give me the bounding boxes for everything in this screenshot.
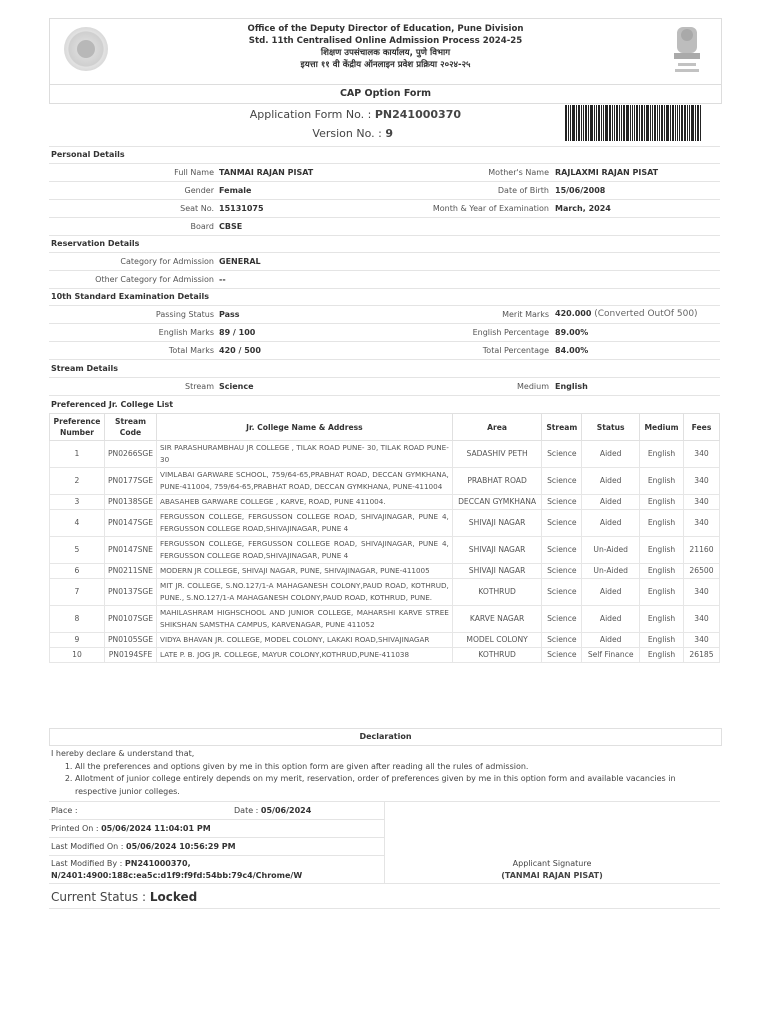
cell-area: DECCAN GYMKHANA	[452, 495, 542, 510]
cell-code: PN0177SGE	[104, 468, 156, 495]
divider	[49, 199, 720, 200]
barcode-bar	[687, 105, 688, 141]
barcode-bar	[616, 105, 618, 141]
merit-marks-number: 420.000	[555, 309, 592, 318]
mother-name-label: Mother's Name	[488, 168, 549, 177]
table-row	[50, 495, 720, 510]
barcode-bar	[636, 105, 638, 141]
col-header-area: Area	[452, 414, 542, 441]
cell-no: 8	[50, 606, 105, 633]
divider	[49, 146, 720, 147]
board-value: CBSE	[219, 222, 243, 231]
barcode-bar	[691, 105, 694, 141]
dob-value: 15/06/2008	[555, 186, 606, 195]
col-header-stream-code: Stream Code	[104, 414, 156, 441]
divider	[49, 270, 720, 271]
cell-fees: 340	[684, 606, 720, 633]
total-percentage-value: 84.00%	[555, 346, 589, 355]
cell-fees: 340	[684, 441, 720, 468]
cell-code: PN0107SGE	[104, 606, 156, 633]
cell-area: SHIVAJI NAGAR	[452, 537, 542, 564]
cell-stream: Science	[542, 648, 582, 663]
last-modified-on	[51, 842, 236, 851]
cell-fees: 340	[684, 579, 720, 606]
cell-code: PN0105SGE	[104, 633, 156, 648]
cell-stream: Science	[542, 441, 582, 468]
version-value: 9	[385, 127, 393, 140]
barcode-icon	[565, 105, 707, 141]
barcode-bar	[583, 105, 584, 141]
date-value: 05/06/2024	[260, 806, 312, 815]
preferences-body	[50, 441, 720, 663]
divider	[49, 341, 720, 342]
total-percentage-label: Total Percentage	[482, 346, 549, 355]
cell-status: Aided	[582, 579, 640, 606]
divider	[49, 217, 720, 218]
cell-medium: English	[640, 579, 684, 606]
table-row	[50, 537, 720, 564]
barcode-bar	[570, 105, 571, 141]
barcode-bar	[657, 105, 658, 141]
barcode-bar	[650, 105, 651, 141]
barcode-bar	[596, 105, 597, 141]
cell-stream: Science	[542, 468, 582, 495]
barcode-bar	[614, 105, 615, 141]
cell-name: SIR PARASHURAMBHAU JR COLLEGE , TILAK ROAD PUNE- 30, TILAK ROAD PUNE- 30	[157, 441, 453, 468]
printed-value: 05/06/2024 11:04:01 PM	[101, 824, 211, 833]
divider	[49, 819, 384, 820]
cell-code: PN0211SNE	[104, 564, 156, 579]
table-row	[50, 579, 720, 606]
barcode-bar	[664, 105, 665, 141]
barcode-bar	[679, 105, 680, 141]
section-stream-details: Stream Details	[51, 364, 119, 373]
barcode-bar	[639, 105, 640, 141]
cell-stream: Science	[542, 606, 582, 633]
barcode-bar	[601, 105, 602, 141]
exam-month-value: March, 2024	[555, 204, 611, 213]
other-category-value: --	[219, 275, 226, 284]
cell-stream: Science	[542, 495, 582, 510]
section-preferences: Preferenced Jr. College List	[51, 400, 174, 409]
printed-on	[51, 824, 211, 833]
col-header-stream: Stream	[542, 414, 582, 441]
modified-label: Last Modified On :	[51, 842, 124, 851]
date-label: Date :	[234, 806, 259, 815]
cell-code: PN0147SGE	[104, 510, 156, 537]
status-value: Locked	[149, 890, 198, 904]
cell-fees: 21160	[684, 537, 720, 564]
passing-status-label: Passing Status	[155, 310, 214, 319]
gender-value: Female	[219, 186, 252, 195]
cell-area: KOTHRUD	[452, 579, 542, 606]
table-row	[50, 510, 720, 537]
national-emblem-icon	[669, 25, 705, 75]
declaration-title: Declaration	[49, 728, 722, 746]
cell-status: Self Finance	[582, 648, 640, 663]
header-line-1: Office of the Deputy Director of Education, Pune Division	[247, 24, 524, 34]
cell-fees: 26185	[684, 648, 720, 663]
cell-no: 5	[50, 537, 105, 564]
cell-medium: English	[640, 441, 684, 468]
stream-value: Science	[219, 382, 254, 391]
header-text	[50, 23, 721, 71]
cell-medium: English	[640, 606, 684, 633]
medium-label: Medium	[517, 382, 549, 391]
cell-fees: 340	[684, 468, 720, 495]
divider	[49, 305, 720, 306]
col-header-fees: Fees	[684, 414, 720, 441]
divider	[49, 163, 720, 164]
cell-name: MIT JR. COLLEGE, S.NO.127/1-A MAHAGANESH COLONY,PAUD ROAD, KOTHRUD, PUNE., S.NO.127/1-A MAHAGANESH COLONY,PAUD ROAD, KOTHRUD, PUNE.	[157, 579, 453, 606]
modified-by-value: PN241000370,	[124, 859, 191, 868]
board-label: Board	[190, 222, 214, 231]
form-title: CAP Option Form	[49, 84, 722, 104]
table-row	[50, 633, 720, 648]
merit-marks-note: (Converted OutOf 500)	[594, 309, 698, 319]
total-marks-value: 420 / 500	[219, 346, 261, 355]
cell-status: Aided	[582, 495, 640, 510]
barcode-bar	[594, 105, 595, 141]
cell-code: PN0147SNE	[104, 537, 156, 564]
form-header	[49, 18, 722, 85]
divider	[49, 359, 720, 360]
medium-value: English	[555, 382, 588, 391]
cell-status: Aided	[582, 468, 640, 495]
version-label: Version No. :	[312, 127, 382, 140]
table-row	[50, 564, 720, 579]
cell-no: 6	[50, 564, 105, 579]
cell-no: 4	[50, 510, 105, 537]
divider	[49, 377, 720, 378]
modified-value: 05/06/2024 10:56:29 PM	[126, 842, 236, 851]
barcode-bar	[666, 105, 669, 141]
seat-no-label: Seat No.	[180, 204, 214, 213]
header-line-2: Std. 11th Centralised Online Admission Process 2024-25	[248, 36, 523, 46]
cell-medium: English	[640, 564, 684, 579]
exam-month-label: Month & Year of Examination	[432, 204, 549, 213]
full-name-value: TANMAI RAJAN PISAT	[219, 168, 314, 177]
barcode-bar	[644, 105, 645, 141]
category-label: Category for Admission	[120, 257, 214, 266]
dob-label: Date of Birth	[497, 186, 549, 195]
cell-area: SADASHIV PETH	[452, 441, 542, 468]
barcode-bar	[572, 105, 575, 141]
english-percentage-label: English Percentage	[472, 328, 549, 337]
table-row	[50, 468, 720, 495]
barcode-bar	[659, 105, 660, 141]
barcode-bar	[578, 105, 580, 141]
barcode-bar	[689, 105, 690, 141]
cell-no: 10	[50, 648, 105, 663]
barcode-bar	[670, 105, 671, 141]
cell-name: MODERN JR COLLEGE, SHIVAJI NAGAR, PUNE, SHIVAJINAGAR, PUNE-411005	[157, 564, 453, 579]
cell-code: PN0137SGE	[104, 579, 156, 606]
application-number-value: PN241000370	[374, 108, 461, 121]
cell-code: PN0194SFE	[104, 648, 156, 663]
barcode-bar	[675, 105, 676, 141]
cell-fees: 340	[684, 633, 720, 648]
cell-medium: English	[640, 495, 684, 510]
last-modified-by	[51, 858, 302, 882]
col-header-medium: Medium	[640, 414, 684, 441]
declaration-intro: I hereby declare & understand that,	[51, 749, 195, 758]
cell-status: Aided	[582, 441, 640, 468]
cell-area: KOTHRUD	[452, 648, 542, 663]
col-header-pref-no: Preference Number	[50, 414, 105, 441]
col-header-college: Jr. College Name & Address	[157, 414, 453, 441]
cell-medium: English	[640, 633, 684, 648]
modified-by-ip: N/2401:4900:188c:ea5c:d1f9:f9fd:54bb:79c4/Chrome/W	[51, 871, 303, 880]
total-marks-label: Total Marks	[168, 346, 214, 355]
barcode-bar	[609, 105, 611, 141]
cell-no: 3	[50, 495, 105, 510]
cell-fees: 340	[684, 510, 720, 537]
table-row	[50, 441, 720, 468]
section-reservation-details: Reservation Details	[51, 239, 140, 248]
cell-stream: Science	[542, 633, 582, 648]
divider	[49, 288, 720, 289]
english-marks-label: English Marks	[158, 328, 214, 337]
cell-medium: English	[640, 648, 684, 663]
cell-no: 7	[50, 579, 105, 606]
modified-by-label: Last Modified By :	[51, 859, 123, 868]
gender-label: Gender	[184, 186, 214, 195]
divider	[49, 323, 720, 324]
table-row	[50, 606, 720, 633]
current-status	[51, 890, 197, 904]
divider	[49, 908, 720, 909]
cell-status: Un-Aided	[582, 564, 640, 579]
header-line-3: शिक्षण उपसंचालक कार्यालय, पुणे विभाग	[320, 48, 451, 58]
barcode-bar	[654, 105, 656, 141]
barcode-bar	[677, 105, 678, 141]
declaration-point-2: 2. Allotment of junior college entirely depends on my merit, reservation, order of preferences given by me in this option form and available vacancies in respective junior colleges.	[75, 773, 716, 798]
barcode-bar	[684, 105, 686, 141]
cell-code: PN0138SGE	[104, 495, 156, 510]
preferences-table	[49, 413, 720, 663]
barcode-bar	[590, 105, 593, 141]
cell-name: ABASAHEB GARWARE COLLEGE , KARVE, ROAD, PUNE 411004.	[157, 495, 453, 510]
barcode-bar	[576, 105, 577, 141]
table-row	[50, 648, 720, 663]
application-number	[49, 108, 461, 121]
barcode-bar	[623, 105, 625, 141]
divider	[49, 252, 720, 253]
barcode-bar	[630, 105, 631, 141]
divider	[49, 181, 720, 182]
barcode-bar	[661, 105, 663, 141]
cell-fees: 340	[684, 495, 720, 510]
cell-no: 2	[50, 468, 105, 495]
cell-name: LATE P. B. JOG JR. COLLEGE, MAYUR COLONY,KOTHRUD,PUNE-411038	[157, 648, 453, 663]
barcode-bar	[588, 105, 589, 141]
barcode-bar	[565, 105, 567, 141]
applicant-signature-name: (TANMAI RAJAN PISAT)	[501, 871, 603, 880]
barcode-bar	[695, 105, 696, 141]
cell-name: MAHILASHRAM HIGHSCHOOL AND JUNIOR COLLEGE, MAHARSHI KARVE STREE SHIKSHAN SAMSTHA CAMPUS, KARVENAGAR, PUNE 411052	[157, 606, 453, 633]
full-name-label: Full Name	[174, 168, 214, 177]
cell-fees: 26500	[684, 564, 720, 579]
version-number	[49, 127, 393, 140]
barcode-bar	[585, 105, 587, 141]
cell-name: FERGUSSON COLLEGE, FERGUSSON COLLEGE ROAD, SHIVAJINAGAR, PUNE 4, FERGUSSON COLLEGE ROAD,SHIVAJINAGAR, PUNE 4	[157, 537, 453, 564]
english-percentage-value: 89.00%	[555, 328, 589, 337]
barcode-bar	[612, 105, 613, 141]
cell-area: KARVE NAGAR	[452, 606, 542, 633]
cell-stream: Science	[542, 564, 582, 579]
application-number-label: Application Form No. :	[249, 108, 372, 121]
table-header-row	[50, 414, 720, 441]
mother-name-value: RAJLAXMI RAJAN PISAT	[555, 168, 659, 177]
cell-name: VIMLABAI GARWARE SCHOOL, 759/64-65,PRABHAT ROAD, DECCAN GYMKHANA, PUNE-411004, 759/64-65,PRABHAT ROAD, DECCAN GYMKHANA, PUNE-411004	[157, 468, 453, 495]
english-marks-value: 89 / 100	[219, 328, 256, 337]
barcode-bar	[568, 105, 569, 141]
divider	[49, 855, 384, 856]
barcode-bar	[672, 105, 674, 141]
col-header-status: Status	[582, 414, 640, 441]
cell-area: MODEL COLONY	[452, 633, 542, 648]
cell-name: FERGUSSON COLLEGE, FERGUSSON COLLEGE ROAD, SHIVAJINAGAR, PUNE 4, FERGUSSON COLLEGE ROAD,SHIVAJINAGAR, PUNE 4	[157, 510, 453, 537]
cell-medium: English	[640, 510, 684, 537]
place-label: Place :	[51, 806, 78, 815]
cell-medium: English	[640, 537, 684, 564]
barcode-bar	[621, 105, 622, 141]
cell-area: SHIVAJI NAGAR	[452, 564, 542, 579]
merit-marks-value	[555, 309, 698, 319]
cell-no: 1	[50, 441, 105, 468]
divider	[49, 837, 384, 838]
barcode-bar	[634, 105, 635, 141]
declaration-point-1: 1. All the preferences and options given by me in this option form are given after reading all the rules of admission.	[75, 761, 716, 774]
seat-no-value: 15131075	[219, 204, 264, 213]
declaration-points	[51, 761, 716, 799]
barcode-bar	[619, 105, 620, 141]
barcode-bar	[646, 105, 649, 141]
barcode-bar	[697, 105, 699, 141]
barcode-bar	[581, 105, 582, 141]
cell-status: Aided	[582, 606, 640, 633]
status-label: Current Status :	[51, 890, 146, 904]
cell-status: Un-Aided	[582, 537, 640, 564]
cell-area: PRABHAT ROAD	[452, 468, 542, 495]
divider	[49, 235, 720, 236]
barcode-bar	[605, 105, 608, 141]
section-personal-details: Personal Details	[51, 150, 125, 159]
barcode-bar	[652, 105, 653, 141]
applicant-signature-label: Applicant Signature	[512, 859, 592, 868]
barcode-bar	[700, 105, 701, 141]
merit-marks-label: Merit Marks	[502, 310, 549, 319]
divider	[49, 883, 720, 884]
category-value: GENERAL	[219, 257, 261, 266]
other-category-label: Other Category for Admission	[95, 275, 214, 284]
cell-area: SHIVAJI NAGAR	[452, 510, 542, 537]
declaration-text	[51, 748, 716, 798]
divider	[49, 395, 720, 396]
date-field	[234, 806, 311, 815]
barcode-bar	[598, 105, 600, 141]
cell-stream: Science	[542, 579, 582, 606]
cell-code: PN0266SGE	[104, 441, 156, 468]
section-exam-details: 10th Standard Examination Details	[51, 292, 209, 301]
barcode-bar	[641, 105, 643, 141]
cell-no: 9	[50, 633, 105, 648]
cell-stream: Science	[542, 537, 582, 564]
cell-medium: English	[640, 468, 684, 495]
printed-label: Printed On :	[51, 824, 99, 833]
stream-label: Stream	[185, 382, 214, 391]
cell-stream: Science	[542, 510, 582, 537]
passing-status-value: Pass	[219, 310, 240, 319]
barcode-bar	[681, 105, 683, 141]
barcode-bar	[603, 105, 604, 141]
cell-status: Aided	[582, 633, 640, 648]
barcode-bar	[632, 105, 633, 141]
header-line-4: इयत्ता ११ वी केंद्रीय ऑनलाइन प्रवेश प्रक्रिया २०२४-२५	[300, 60, 471, 70]
cell-name: VIDYA BHAVAN JR. COLLEGE, MODEL COLONY, LAKAKI ROAD,SHIVAJINAGAR	[157, 633, 453, 648]
cell-status: Aided	[582, 510, 640, 537]
barcode-bar	[626, 105, 629, 141]
